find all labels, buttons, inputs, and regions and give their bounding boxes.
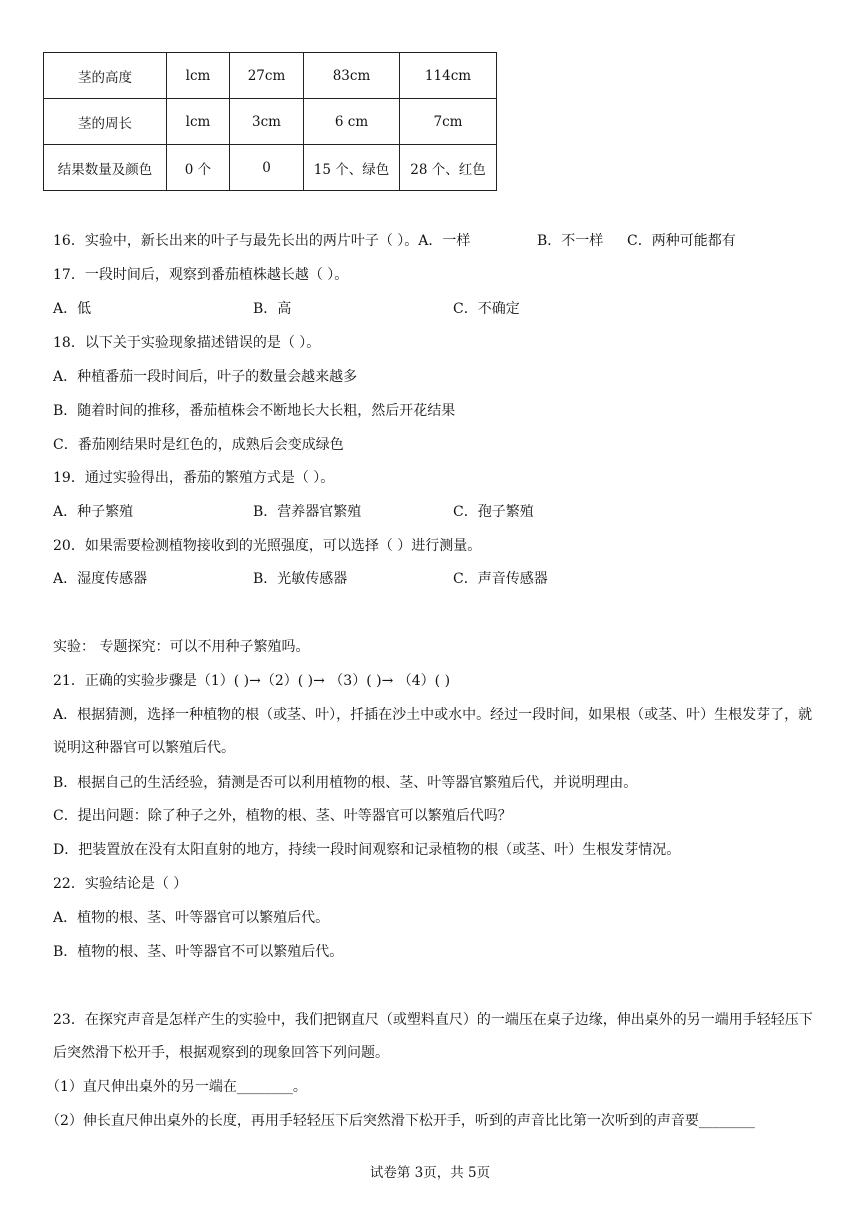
table-cell: 27cm bbox=[230, 53, 304, 99]
question-16-option-c[interactable]: C．两种可能都有 bbox=[627, 233, 736, 249]
question-18-stem: 18．以下关于实验现象描述错误的是（ ）。 bbox=[53, 335, 321, 351]
question-23-part-2: （2）伸长直尺伸出桌外的长度，再用手轻轻压下后突然滑下松开手，听到的声音比比第一次听到的声音要________ bbox=[46, 1113, 755, 1129]
question-19-option-c[interactable]: C．孢子繁殖 bbox=[453, 504, 534, 520]
question-20-stem: 20．如果需要检测植物接收到的光照强度，可以选择（ ）进行测量。 bbox=[53, 538, 482, 554]
question-20-option-c[interactable]: C．声音传感器 bbox=[453, 571, 548, 587]
table-cell: 0 bbox=[230, 145, 304, 191]
table-cell: 83cm bbox=[304, 53, 400, 99]
table-row bbox=[44, 53, 497, 99]
table-cell: 6 cm bbox=[304, 99, 400, 145]
table-cell: lcm bbox=[167, 99, 230, 145]
row-label: 茎的周长 bbox=[44, 99, 167, 145]
question-17-stem: 17．一段时间后，观察到番茄植株越长越（ ）。 bbox=[53, 267, 349, 283]
table-cell: 3cm bbox=[230, 99, 304, 145]
stem-data-table bbox=[43, 52, 497, 191]
question-20-option-a[interactable]: A．湿度传感器 bbox=[53, 571, 148, 587]
table-cell: 7cm bbox=[400, 99, 497, 145]
question-23-stem: 23．在探究声音是怎样产生的实验中，我们把钢直尺（或塑料直尺）的一端压在桌子边缘，伸出桌外的另一端用手轻轻压下后突然滑下松开手，根据观察到的现象回答下列问题。 bbox=[53, 1012, 813, 1061]
question-22-option-a[interactable]: A．植物的根、茎、叶等器官可以繁殖后代。 bbox=[53, 910, 330, 926]
question-18-option-a[interactable]: A．种植番茄一段时间后，叶子的数量会越来越多 bbox=[53, 369, 358, 385]
question-21-option-c[interactable]: C．提出问题：除了种子之外，植物的根、茎、叶等器官可以繁殖后代吗？ bbox=[53, 808, 512, 824]
question-16-stem: 16．实验中，新长出来的叶子与最先长出的两片叶子（ ）。A．一样 bbox=[53, 233, 471, 249]
table-cell: 0 个 bbox=[167, 145, 230, 191]
table-cell: 28 个、红色 bbox=[400, 145, 497, 191]
question-18-option-c[interactable]: C．番茄刚结果时是红色的，成熟后会变成绿色 bbox=[53, 437, 344, 453]
question-21-option-a[interactable]: A．根据猜测，选择一种植物的根（或茎、叶），扦插在沙土中或水中。经过一段时间，如果根（或茎、叶）生根发芽了，就说明这种器官可以繁殖后代。 bbox=[53, 707, 813, 756]
table-cell: 15 个、绿色 bbox=[304, 145, 400, 191]
question-17-option-c[interactable]: C．不确定 bbox=[453, 301, 520, 317]
question-19-option-a[interactable]: A．种子繁殖 bbox=[53, 504, 134, 520]
table-cell: lcm bbox=[167, 53, 230, 99]
question-21-option-b[interactable]: B．根据自己的生活经验，猜测是否可以利用植物的根、茎、叶等器官繁殖后代，并说明理由。 bbox=[53, 775, 638, 791]
question-17-option-b[interactable]: B．高 bbox=[253, 301, 292, 317]
question-20-option-b[interactable]: B．光敏传感器 bbox=[253, 571, 348, 587]
row-label: 茎的高度 bbox=[44, 53, 167, 99]
question-21-stem: 21．正确的实验步骤是（1）( )→（2）( )→ （3）( )→ （4）( ) bbox=[53, 673, 451, 689]
table-cell: 114cm bbox=[400, 53, 497, 99]
question-19-stem: 19．通过实验得出，番茄的繁殖方式是（ ）。 bbox=[53, 470, 335, 486]
page-footer: 试卷第 3页，共 5页 bbox=[369, 1165, 491, 1181]
question-23-part-1: （1）直尺伸出桌外的另一端在________。 bbox=[46, 1079, 307, 1095]
question-22-stem: 22．实验结论是（ ） bbox=[53, 876, 188, 892]
experiment-title: 实验： 专题探究：可以不用种子繁殖吗。 bbox=[53, 639, 310, 655]
question-19-option-b[interactable]: B．营养器官繁殖 bbox=[253, 504, 362, 520]
table-row bbox=[44, 99, 497, 145]
question-18-option-b[interactable]: B．随着时间的推移，番茄植株会不断地长大长粗，然后开花结果 bbox=[53, 403, 456, 419]
table-row bbox=[44, 145, 497, 191]
question-21-option-d[interactable]: D．把装置放在没有太阳直射的地方，持续一段时间观察和记录植物的根（或茎、叶）生根发芽情况。 bbox=[53, 842, 681, 858]
row-label: 结果数量及颜色 bbox=[44, 145, 167, 191]
question-22-option-b[interactable]: B．植物的根、茎、叶等器官不可以繁殖后代。 bbox=[53, 944, 344, 960]
question-16-option-b[interactable]: B．不一样 bbox=[537, 233, 604, 249]
question-17-option-a[interactable]: A．低 bbox=[53, 301, 92, 317]
